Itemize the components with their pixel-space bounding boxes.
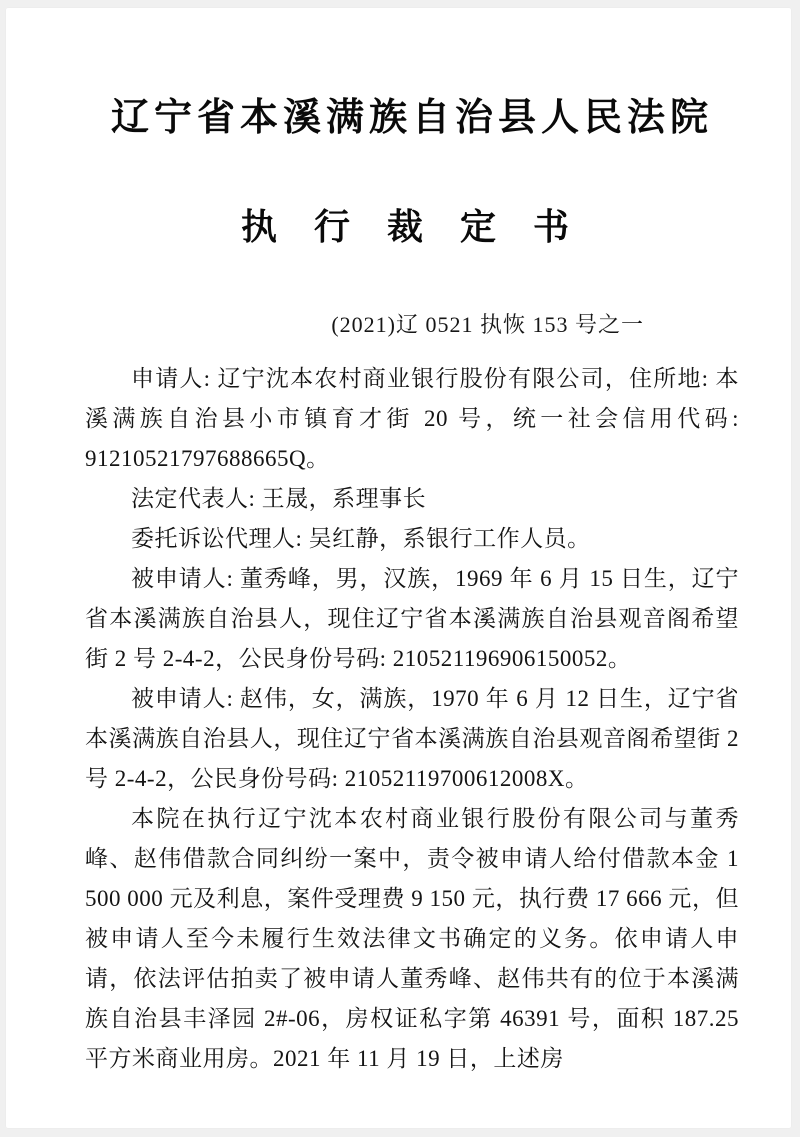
document-title: 执 行 裁 定 书 xyxy=(240,207,583,247)
court-name: 辽宁省本溪满族自治县人民法院 xyxy=(110,97,713,139)
case-number: (2021)辽 0521 执恢 153 号之一 xyxy=(331,312,644,337)
paragraph-case-facts: 本院在执行辽宁沈本农村商业银行股份有限公司与董秀峰、赵伟借款合同纠纷一案中，责令被申请人给付借款本金 1 500 000 元及利息，案件受理费 9 150 元，执行费 17 666 元，但被申请人至今未履行生效法律文书确定的义务。依申请人申请，依法评估拍卖了被申请人董秀峰、赵伟共有的位于本溪满族自治县丰泽园 2#-06，房权证私字第 46391 号，面积 187.25 平方米商业用房。2021 年 11 月 19 日，上述房 xyxy=(85,806,739,1071)
document-body xyxy=(85,359,739,1079)
paragraph-applicant: 申请人: 辽宁沈本农村商业银行股份有限公司，住所地: 本溪满族自治县小市镇育才街 20 号，统一社会信用代码: 91210521797688665Q。 xyxy=(85,366,739,471)
paragraph-respondent-1: 被申请人: 董秀峰，男，汉族，1969 年 6 月 15 日生，辽宁省本溪满族自治县人，现住辽宁省本溪满族自治县观音阁希望街 2 号 2-4-2，公民身份号码: 210521196906150052。 xyxy=(85,566,739,671)
paragraph-legal-representative: 法定代表人: 王晟，系理事长 xyxy=(131,486,427,511)
paragraph-respondent-2: 被申请人: 赵伟，女，满族，1970 年 6 月 12 日生，辽宁省本溪满族自治县人，现住辽宁省本溪满族自治县观音阁希望街 2 号 2-4-2，公民身份号码: 21052119700612008X。 xyxy=(85,686,739,791)
document-page xyxy=(6,8,791,1128)
paragraph-litigation-agent: 委托诉讼代理人: 吴红静，系银行工作人员。 xyxy=(131,526,591,551)
